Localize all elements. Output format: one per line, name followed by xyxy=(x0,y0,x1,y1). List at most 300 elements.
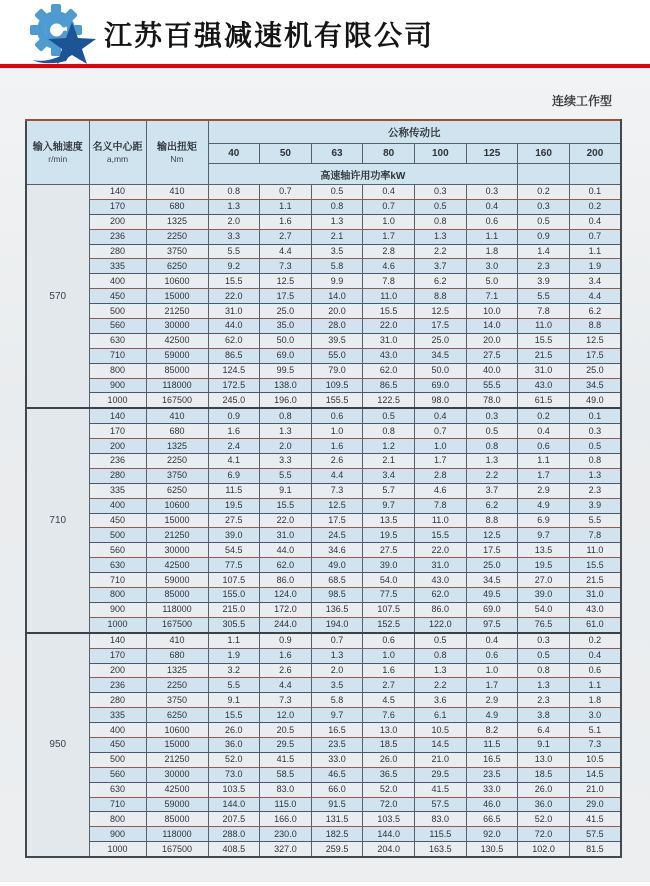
center-distance-cell: 630 xyxy=(89,558,146,573)
power-value-cell: 14.0 xyxy=(311,289,363,304)
power-value-cell: 5.5 xyxy=(208,678,260,693)
power-value-cell: 22.0 xyxy=(415,543,467,558)
power-value-cell: 11.0 xyxy=(518,319,570,334)
torque-cell: 85000 xyxy=(146,812,208,827)
table-row xyxy=(26,797,621,812)
power-value-cell: 1.0 xyxy=(466,663,518,678)
content-area xyxy=(0,68,650,882)
power-value-cell: 3.3 xyxy=(260,454,312,469)
power-value-cell: 4.5 xyxy=(363,693,415,708)
power-value-cell: 107.5 xyxy=(363,602,415,617)
power-value-cell: 6.2 xyxy=(466,498,518,513)
power-value-cell: 54.0 xyxy=(518,602,570,617)
power-value-cell: 3.7 xyxy=(415,259,467,274)
power-value-cell: 10.5 xyxy=(415,723,467,738)
power-value-cell: 13.5 xyxy=(518,543,570,558)
power-value-cell: 69.0 xyxy=(415,378,467,393)
power-value-cell: 12.5 xyxy=(466,528,518,543)
power-value-cell: 23.5 xyxy=(311,737,363,752)
power-value-cell: 2.3 xyxy=(569,483,621,498)
power-value-cell: 33.0 xyxy=(466,782,518,797)
center-distance-cell: 800 xyxy=(89,363,146,378)
torque-cell: 21250 xyxy=(146,528,208,543)
power-value-cell: 5.5 xyxy=(208,244,260,259)
center-distance-cell: 140 xyxy=(89,185,146,200)
power-value-cell: 2.2 xyxy=(415,678,467,693)
power-value-cell: 131.5 xyxy=(311,812,363,827)
power-value-cell: 115.0 xyxy=(260,797,312,812)
power-value-cell: 1.3 xyxy=(518,678,570,693)
table-row xyxy=(26,558,621,573)
power-value-cell: 12.5 xyxy=(260,274,312,289)
table-row xyxy=(26,424,621,439)
power-value-cell: 9.1 xyxy=(208,693,260,708)
torque-cell: 2250 xyxy=(146,229,208,244)
power-value-cell: 4.6 xyxy=(363,259,415,274)
power-value-cell: 7.8 xyxy=(569,528,621,543)
power-value-cell: 22.0 xyxy=(363,319,415,334)
power-value-cell: 0.7 xyxy=(363,199,415,214)
power-value-cell: 31.0 xyxy=(363,333,415,348)
power-value-cell: 52.0 xyxy=(208,752,260,767)
center-distance-cell: 170 xyxy=(89,648,146,663)
power-value-cell: 0.5 xyxy=(415,633,467,648)
table-row xyxy=(26,528,621,543)
torque-cell: 85000 xyxy=(146,363,208,378)
power-value-cell: 0.9 xyxy=(260,633,312,648)
power-value-cell: 3.0 xyxy=(466,259,518,274)
power-value-cell: 1.1 xyxy=(466,229,518,244)
power-value-cell: 6.2 xyxy=(569,304,621,319)
power-value-cell: 5.1 xyxy=(569,723,621,738)
power-value-cell: 1.6 xyxy=(260,648,312,663)
power-value-cell: 0.4 xyxy=(415,408,467,423)
power-value-cell: 0.4 xyxy=(466,199,518,214)
power-value-cell: 36.0 xyxy=(518,797,570,812)
center-distance-cell: 236 xyxy=(89,454,146,469)
power-value-cell: 0.3 xyxy=(415,185,467,200)
torque-cell: 15000 xyxy=(146,737,208,752)
power-value-cell: 33.0 xyxy=(311,752,363,767)
power-value-cell: 20.0 xyxy=(311,304,363,319)
power-value-cell: 155.5 xyxy=(311,393,363,408)
table-row xyxy=(26,363,621,378)
power-value-cell: 1.7 xyxy=(518,468,570,483)
power-value-cell: 29.5 xyxy=(260,737,312,752)
power-value-cell: 0.3 xyxy=(518,633,570,648)
power-value-cell: 86.5 xyxy=(208,348,260,363)
power-value-cell: 5.8 xyxy=(311,693,363,708)
table-row xyxy=(26,543,621,558)
power-value-cell: 35.0 xyxy=(260,319,312,334)
table-row xyxy=(26,214,621,229)
power-value-cell: 39.5 xyxy=(311,333,363,348)
power-value-cell: 0.8 xyxy=(208,185,260,200)
torque-cell: 10600 xyxy=(146,274,208,289)
power-value-cell: 6.2 xyxy=(415,274,467,289)
power-value-cell: 2.8 xyxy=(363,244,415,259)
center-distance-cell: 900 xyxy=(89,827,146,842)
power-value-cell: 4.4 xyxy=(260,244,312,259)
power-value-cell: 1.1 xyxy=(569,244,621,259)
center-distance-cell: 335 xyxy=(89,708,146,723)
power-value-cell: 43.0 xyxy=(363,348,415,363)
table-row xyxy=(26,378,621,393)
power-value-cell: 0.8 xyxy=(415,648,467,663)
power-value-cell: 245.0 xyxy=(208,393,260,408)
center-distance-cell: 400 xyxy=(89,723,146,738)
power-value-cell: 69.0 xyxy=(466,602,518,617)
power-value-cell: 182.5 xyxy=(311,827,363,842)
power-value-cell: 0.5 xyxy=(518,648,570,663)
power-value-cell: 7.3 xyxy=(569,737,621,752)
table-row xyxy=(26,454,621,469)
page-header xyxy=(0,0,650,64)
power-value-cell: 97.5 xyxy=(466,617,518,632)
table-row xyxy=(26,723,621,738)
power-value-cell: 54.0 xyxy=(363,573,415,588)
ratio-col-40: 40 xyxy=(208,144,260,164)
power-value-cell: 0.8 xyxy=(363,424,415,439)
gear-star-logo-icon xyxy=(26,4,98,64)
power-value-cell: 15.5 xyxy=(415,528,467,543)
power-value-cell: 3.9 xyxy=(569,498,621,513)
power-value-cell: 1.8 xyxy=(466,244,518,259)
power-value-cell: 9.7 xyxy=(311,708,363,723)
power-value-cell: 6.9 xyxy=(518,513,570,528)
table-row xyxy=(26,708,621,723)
torque-cell: 21250 xyxy=(146,752,208,767)
power-value-cell: 43.0 xyxy=(569,602,621,617)
power-value-cell: 8.8 xyxy=(569,319,621,334)
power-value-cell: 15.5 xyxy=(569,558,621,573)
table-row xyxy=(26,468,621,483)
power-value-cell: 46.0 xyxy=(466,797,518,812)
speed-group-cell: 950 xyxy=(26,633,89,857)
table-header xyxy=(26,120,621,185)
ratio-col-160: 160 xyxy=(518,144,570,164)
power-value-cell: 72.0 xyxy=(518,827,570,842)
power-value-cell: 1.0 xyxy=(363,214,415,229)
ratio-col-100: 100 xyxy=(415,144,467,164)
power-value-cell: 1.9 xyxy=(569,259,621,274)
col-header-center-distance: 名义中心距 a,mm xyxy=(89,120,146,185)
power-value-cell: 19.5 xyxy=(518,558,570,573)
torque-cell: 1325 xyxy=(146,214,208,229)
power-value-cell: 14.5 xyxy=(569,767,621,782)
power-value-cell: 12.5 xyxy=(415,304,467,319)
power-value-cell: 21.5 xyxy=(569,573,621,588)
power-value-cell: 2.2 xyxy=(415,244,467,259)
power-value-cell: 19.5 xyxy=(208,498,260,513)
torque-cell: 410 xyxy=(146,408,208,423)
power-value-cell: 22.0 xyxy=(260,513,312,528)
center-distance-cell: 170 xyxy=(89,199,146,214)
table-row xyxy=(26,199,621,214)
center-distance-cell: 800 xyxy=(89,812,146,827)
power-value-cell: 3.2 xyxy=(208,663,260,678)
center-distance-cell: 1000 xyxy=(89,842,146,857)
power-value-cell: 0.1 xyxy=(569,185,621,200)
spec-table-body xyxy=(26,185,621,858)
torque-cell: 10600 xyxy=(146,723,208,738)
power-label-spacer xyxy=(569,164,621,185)
torque-cell: 1325 xyxy=(146,663,208,678)
power-value-cell: 0.9 xyxy=(208,408,260,423)
power-value-cell: 5.5 xyxy=(569,513,621,528)
center-distance-cell: 630 xyxy=(89,333,146,348)
power-value-cell: 1.3 xyxy=(311,214,363,229)
power-value-cell: 2.4 xyxy=(208,439,260,454)
table-row xyxy=(26,333,621,348)
power-value-cell: 1.3 xyxy=(208,199,260,214)
power-value-cell: 0.3 xyxy=(569,424,621,439)
power-value-cell: 77.5 xyxy=(363,588,415,603)
power-value-cell: 0.6 xyxy=(311,408,363,423)
power-value-cell: 12.0 xyxy=(260,708,312,723)
table-row xyxy=(26,304,621,319)
power-value-cell: 81.5 xyxy=(569,842,621,857)
col-header-ratio-group: 公称传动比 xyxy=(208,120,621,144)
power-value-cell: 0.2 xyxy=(518,185,570,200)
power-value-cell: 31.0 xyxy=(415,558,467,573)
power-value-cell: 13.0 xyxy=(518,752,570,767)
duty-type-label: 连续工作型 xyxy=(551,94,612,108)
power-value-cell: 83.0 xyxy=(415,812,467,827)
center-distance-cell: 500 xyxy=(89,304,146,319)
power-value-cell: 55.0 xyxy=(311,348,363,363)
power-value-cell: 20.0 xyxy=(466,333,518,348)
power-value-cell: 3.0 xyxy=(569,708,621,723)
power-value-cell: 0.3 xyxy=(466,185,518,200)
power-value-cell: 41.5 xyxy=(415,782,467,797)
table-row xyxy=(26,678,621,693)
power-value-cell: 6.1 xyxy=(415,708,467,723)
center-distance-cell: 800 xyxy=(89,588,146,603)
power-value-cell: 0.5 xyxy=(518,214,570,229)
power-value-cell: 17.5 xyxy=(466,543,518,558)
center-distance-cell: 450 xyxy=(89,289,146,304)
power-value-cell: 7.8 xyxy=(415,498,467,513)
power-value-cell: 0.4 xyxy=(363,185,415,200)
power-value-cell: 0.8 xyxy=(415,214,467,229)
power-value-cell: 1.1 xyxy=(569,678,621,693)
power-value-cell: 144.0 xyxy=(363,827,415,842)
power-value-cell: 66.5 xyxy=(466,812,518,827)
speed-group-cell: 570 xyxy=(26,185,89,409)
table-row xyxy=(26,319,621,334)
power-value-cell: 1.6 xyxy=(311,439,363,454)
power-value-cell: 52.0 xyxy=(518,812,570,827)
power-value-cell: 7.8 xyxy=(518,304,570,319)
power-value-cell: 2.1 xyxy=(363,454,415,469)
power-value-cell: 244.0 xyxy=(260,617,312,632)
power-value-cell: 172.0 xyxy=(260,602,312,617)
power-value-cell: 24.5 xyxy=(311,528,363,543)
power-value-cell: 2.0 xyxy=(260,439,312,454)
power-value-cell: 5.0 xyxy=(466,274,518,289)
power-value-cell: 72.0 xyxy=(363,797,415,812)
power-value-cell: 44.0 xyxy=(260,543,312,558)
power-value-cell: 20.5 xyxy=(260,723,312,738)
power-value-cell: 13.5 xyxy=(363,513,415,528)
power-value-cell: 1.4 xyxy=(518,244,570,259)
power-value-cell: 39.0 xyxy=(518,588,570,603)
table-row xyxy=(26,289,621,304)
power-value-cell: 23.5 xyxy=(466,767,518,782)
power-value-cell: 50.0 xyxy=(415,363,467,378)
ratio-col-125: 125 xyxy=(466,144,518,164)
center-distance-cell: 140 xyxy=(89,408,146,423)
power-value-cell: 0.7 xyxy=(569,229,621,244)
power-value-cell: 21.5 xyxy=(518,348,570,363)
power-value-cell: 62.0 xyxy=(363,363,415,378)
power-value-cell: 7.6 xyxy=(363,708,415,723)
center-distance-cell: 140 xyxy=(89,633,146,648)
power-value-cell: 0.3 xyxy=(466,408,518,423)
torque-cell: 410 xyxy=(146,185,208,200)
power-value-cell: 0.4 xyxy=(466,633,518,648)
center-distance-cell: 450 xyxy=(89,513,146,528)
torque-cell: 3750 xyxy=(146,693,208,708)
power-value-cell: 8.2 xyxy=(466,723,518,738)
power-value-cell: 0.2 xyxy=(569,199,621,214)
center-distance-cell: 900 xyxy=(89,378,146,393)
center-distance-cell: 560 xyxy=(89,767,146,782)
center-distance-cell: 630 xyxy=(89,782,146,797)
power-value-cell: 109.5 xyxy=(311,378,363,393)
power-value-cell: 11.5 xyxy=(466,737,518,752)
torque-cell: 85000 xyxy=(146,588,208,603)
power-value-cell: 78.0 xyxy=(466,393,518,408)
power-value-cell: 91.5 xyxy=(311,797,363,812)
power-value-cell: 15.5 xyxy=(518,333,570,348)
power-value-cell: 2.9 xyxy=(466,693,518,708)
power-value-cell: 19.5 xyxy=(363,528,415,543)
power-value-cell: 4.6 xyxy=(415,483,467,498)
torque-cell: 6250 xyxy=(146,483,208,498)
power-value-cell: 11.5 xyxy=(208,483,260,498)
power-value-cell: 3.4 xyxy=(569,274,621,289)
power-value-cell: 1.6 xyxy=(208,424,260,439)
power-value-cell: 41.5 xyxy=(569,812,621,827)
power-value-cell: 86.0 xyxy=(260,573,312,588)
power-value-cell: 79.0 xyxy=(311,363,363,378)
power-value-cell: 1.3 xyxy=(415,229,467,244)
power-value-cell: 196.0 xyxy=(260,393,312,408)
power-value-cell: 66.0 xyxy=(311,782,363,797)
table-row xyxy=(26,393,621,408)
power-value-cell: 5.8 xyxy=(311,259,363,274)
power-value-cell: 327.0 xyxy=(260,842,312,857)
center-distance-cell: 335 xyxy=(89,259,146,274)
power-unit-label: 高速轴许用功率kW xyxy=(208,164,518,185)
power-value-cell: 44.0 xyxy=(208,319,260,334)
center-distance-cell: 900 xyxy=(89,602,146,617)
power-value-cell: 0.7 xyxy=(260,185,312,200)
power-value-cell: 2.6 xyxy=(260,663,312,678)
power-value-cell: 2.0 xyxy=(208,214,260,229)
torque-cell: 42500 xyxy=(146,558,208,573)
table-row xyxy=(26,185,621,200)
power-value-cell: 11.0 xyxy=(363,289,415,304)
power-value-cell: 0.5 xyxy=(569,439,621,454)
power-value-cell: 57.5 xyxy=(415,797,467,812)
table-row xyxy=(26,588,621,603)
power-value-cell: 0.9 xyxy=(518,229,570,244)
center-distance-cell: 560 xyxy=(89,319,146,334)
power-value-cell: 1.3 xyxy=(415,663,467,678)
power-value-cell: 31.0 xyxy=(208,304,260,319)
power-value-cell: 0.2 xyxy=(518,408,570,423)
power-value-cell: 17.5 xyxy=(415,319,467,334)
power-value-cell: 98.5 xyxy=(311,588,363,603)
center-distance-cell: 280 xyxy=(89,693,146,708)
power-value-cell: 14.0 xyxy=(466,319,518,334)
power-value-cell: 12.5 xyxy=(311,498,363,513)
power-value-cell: 0.8 xyxy=(311,199,363,214)
power-value-cell: 55.5 xyxy=(466,378,518,393)
power-value-cell: 18.5 xyxy=(363,737,415,752)
center-distance-cell: 236 xyxy=(89,678,146,693)
power-value-cell: 40.0 xyxy=(466,363,518,378)
power-value-cell: 27.5 xyxy=(363,543,415,558)
power-value-cell: 0.7 xyxy=(415,424,467,439)
power-value-cell: 215.0 xyxy=(208,602,260,617)
center-distance-cell: 280 xyxy=(89,244,146,259)
table-row xyxy=(26,229,621,244)
torque-cell: 118000 xyxy=(146,827,208,842)
power-value-cell: 39.0 xyxy=(363,558,415,573)
power-value-cell: 15.5 xyxy=(208,708,260,723)
center-distance-cell: 200 xyxy=(89,214,146,229)
power-value-cell: 10.0 xyxy=(466,304,518,319)
power-value-cell: 69.0 xyxy=(260,348,312,363)
table-row xyxy=(26,737,621,752)
power-value-cell: 1.0 xyxy=(415,439,467,454)
power-value-cell: 1.0 xyxy=(363,648,415,663)
power-value-cell: 1.3 xyxy=(260,424,312,439)
torque-cell: 15000 xyxy=(146,513,208,528)
power-value-cell: 103.5 xyxy=(363,812,415,827)
torque-cell: 2250 xyxy=(146,678,208,693)
power-value-cell: 9.9 xyxy=(311,274,363,289)
power-value-cell: 26.0 xyxy=(518,782,570,797)
power-value-cell: 58.5 xyxy=(260,767,312,782)
power-value-cell: 1.1 xyxy=(260,199,312,214)
power-value-cell: 1.3 xyxy=(569,468,621,483)
power-value-cell: 2.0 xyxy=(311,663,363,678)
power-value-cell: 9.7 xyxy=(518,528,570,543)
center-distance-cell: 710 xyxy=(89,797,146,812)
power-label-spacer xyxy=(518,164,570,185)
torque-cell: 2250 xyxy=(146,454,208,469)
power-value-cell: 31.0 xyxy=(569,588,621,603)
power-value-cell: 144.0 xyxy=(208,797,260,812)
power-value-cell: 62.0 xyxy=(260,558,312,573)
torque-cell: 3750 xyxy=(146,468,208,483)
ratio-col-50: 50 xyxy=(260,144,312,164)
power-value-cell: 6.9 xyxy=(208,468,260,483)
power-value-cell: 172.5 xyxy=(208,378,260,393)
power-value-cell: 2.3 xyxy=(518,259,570,274)
power-value-cell: 0.6 xyxy=(518,439,570,454)
power-value-cell: 34.6 xyxy=(311,543,363,558)
power-value-cell: 1.9 xyxy=(208,648,260,663)
power-value-cell: 1.2 xyxy=(363,439,415,454)
power-value-cell: 34.5 xyxy=(569,378,621,393)
center-distance-cell: 500 xyxy=(89,752,146,767)
